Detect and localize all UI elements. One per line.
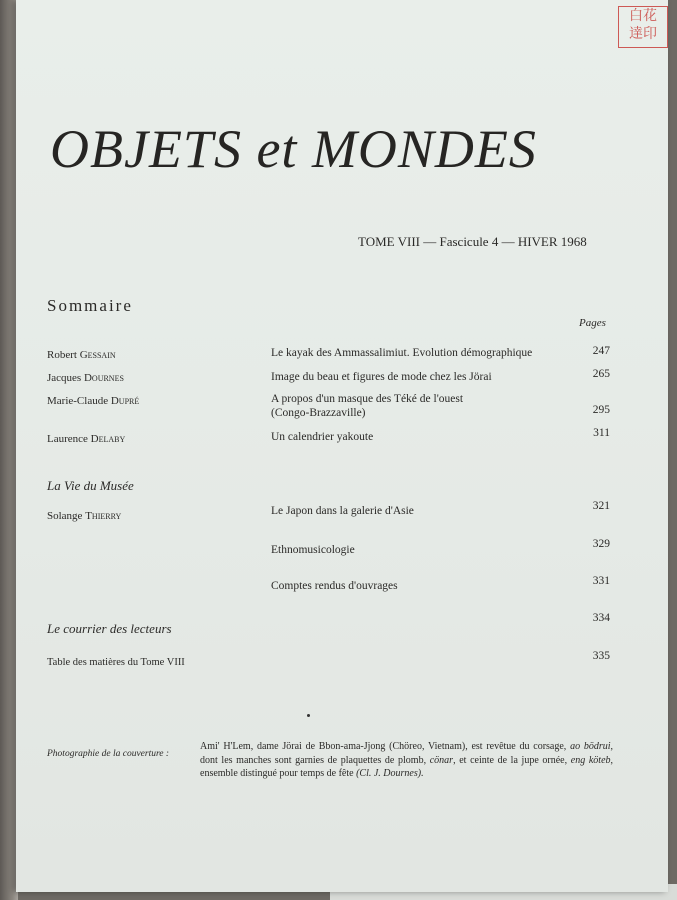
author-dournes: Jacques Dournes <box>47 372 124 384</box>
article-title-ethnomusicologie: Ethnomusicologie <box>271 544 355 556</box>
pages-header: Pages <box>579 317 606 329</box>
cover-caption-text: Ami' H'Lem, dame Jörai de Bbon-ama-Jjong (Chöreo, Vietnam), est revêtue du corsage, ao bödrui, dont les manches sont garnies de plaquettes de plomb, cönar, et ceinte de la jupe ornée, eng köteb, ensemble distingué pour temps de fête (Cl. J. Dournes). <box>200 741 614 779</box>
author-delaby: Laurence Delaby <box>47 433 126 445</box>
page-number: 335 <box>592 650 610 662</box>
article-title-masque: A propos d'un masque des Téké de l'ouest (Congo-Brazzaville) <box>271 393 464 419</box>
journal-title: OBJETS et MONDES <box>50 119 537 179</box>
article-title-beau: Image du beau et figures de mode chez les Jörai <box>271 371 492 383</box>
page-number: 265 <box>592 368 610 380</box>
section-vie-du-musee: La Vie du Musée <box>47 478 134 493</box>
page-number: 329 <box>592 538 610 550</box>
page-number: 247 <box>592 345 610 357</box>
article-title-calendrier: Un calendrier yakoute <box>271 431 374 443</box>
article-title-kayak: Le kayak des Ammassalimiut. Evolution démographique <box>271 347 533 359</box>
article-title-japon: Le Japon dans la galerie d'Asie <box>271 505 414 517</box>
author-gessain: Robert Gessain <box>47 349 116 361</box>
issue-line: TOME VIII — Fascicule 4 — HIVER 1968 <box>358 234 587 249</box>
cover-caption-label: Photographie de la couverture : <box>47 749 170 759</box>
page-number: 331 <box>592 575 610 587</box>
author-thierry: Solange Thierry <box>47 510 122 522</box>
contents-heading: Sommaire <box>47 296 133 315</box>
article-title-comptes-rendus: Comptes rendus d'ouvrages <box>271 580 398 592</box>
section-courrier-des-lecteurs: Le courrier des lecteurs <box>47 621 172 636</box>
page-number: 295 <box>592 404 610 416</box>
table-des-matieres: Table des matières du Tome VIII <box>47 657 185 668</box>
author-dupre: Marie-Claude Dupré <box>47 395 140 407</box>
red-seal-stamp: 白花 達印 <box>618 6 668 48</box>
page-number: 334 <box>592 612 610 624</box>
ink-dot <box>307 714 310 717</box>
page-number: 311 <box>593 427 610 439</box>
page-number: 321 <box>592 500 610 512</box>
